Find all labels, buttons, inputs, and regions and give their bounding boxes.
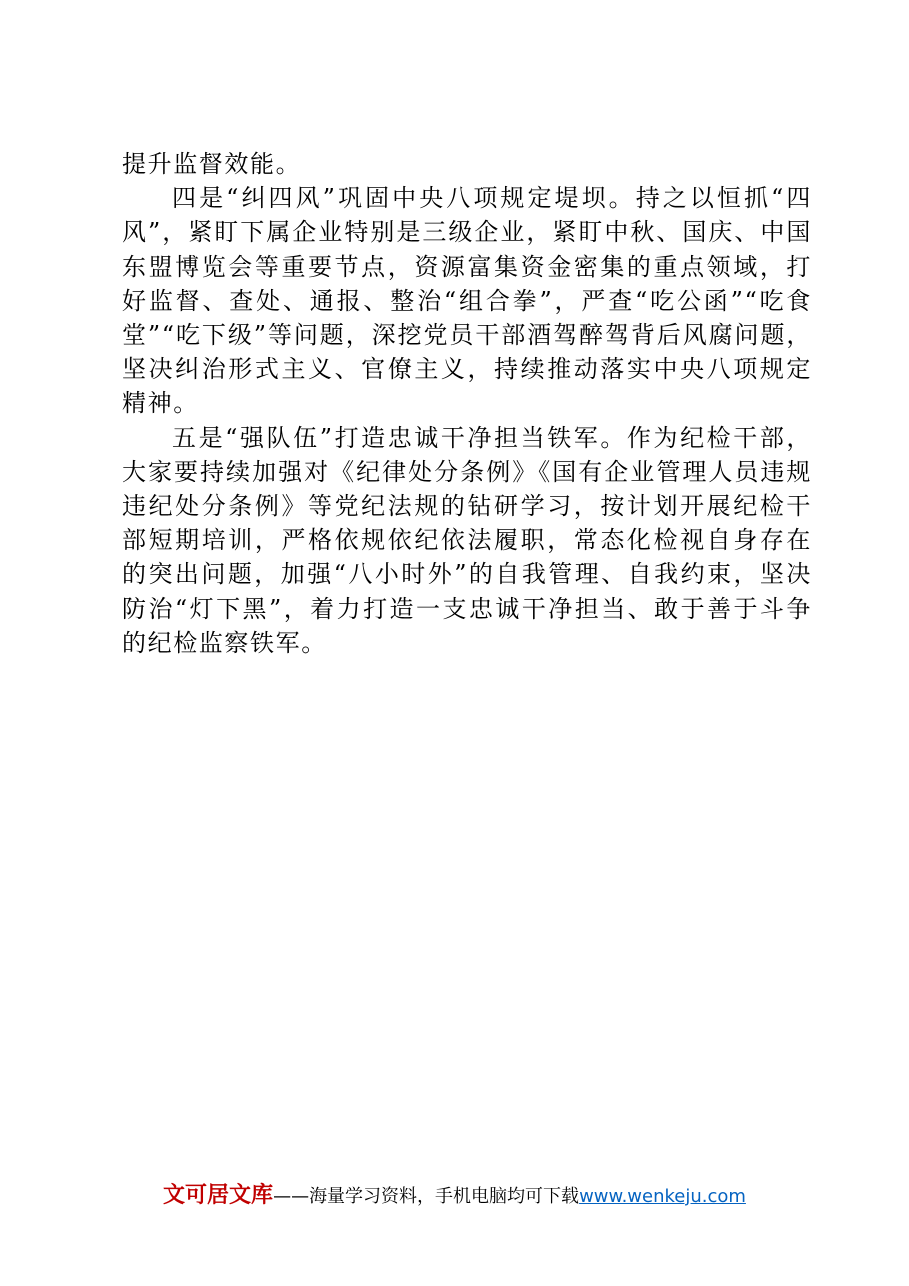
document-body xyxy=(122,147,812,660)
paragraph-four-winds: 四是“纠四风”巩固中央八项规定堤坝。持之以恒抓“四风”，紧盯下属企业特别是三级企业，紧盯中秋、国庆、中国东盟博览会等重要节点，资源富集资金密集的重点领域，打好监督、查处、通报、整治“组合拳”，严查“吃公函”“吃食堂”“吃下级”等问题，深挖党员干部酒驾醉驾背后风腐问题，坚决纠治形式主义、官僚主义，持续推动落实中央八项规定精神。 xyxy=(122,184,812,418)
footer-tagline: ——海量学习资料，手机电脑均可下载 xyxy=(273,1186,580,1207)
footer-banner xyxy=(0,1180,909,1213)
footer-url-link[interactable]: www.wenkeju.com xyxy=(579,1186,746,1207)
footer-brand: 文可居文库 xyxy=(163,1183,274,1208)
paragraph-continuation: 提升监督效能。 xyxy=(122,150,302,178)
paragraph-team-building: 五是“强队伍”打造忠诚干净担当铁军。作为纪检干部，大家要持续加强对《纪律处分条例》《国有企业管理人员违规违纪处分条例》等党纪法规的钻研学习，按计划开展纪检干部短期培训，严格依规依纪依法履职，常态化检视自身存在的突出问题，加强“八小时外”的自我管理、自我约束，坚决防治“灯下黑”，着力打造一支忠诚干净担当、敢于善于斗争的纪检监察铁军。 xyxy=(122,423,812,657)
